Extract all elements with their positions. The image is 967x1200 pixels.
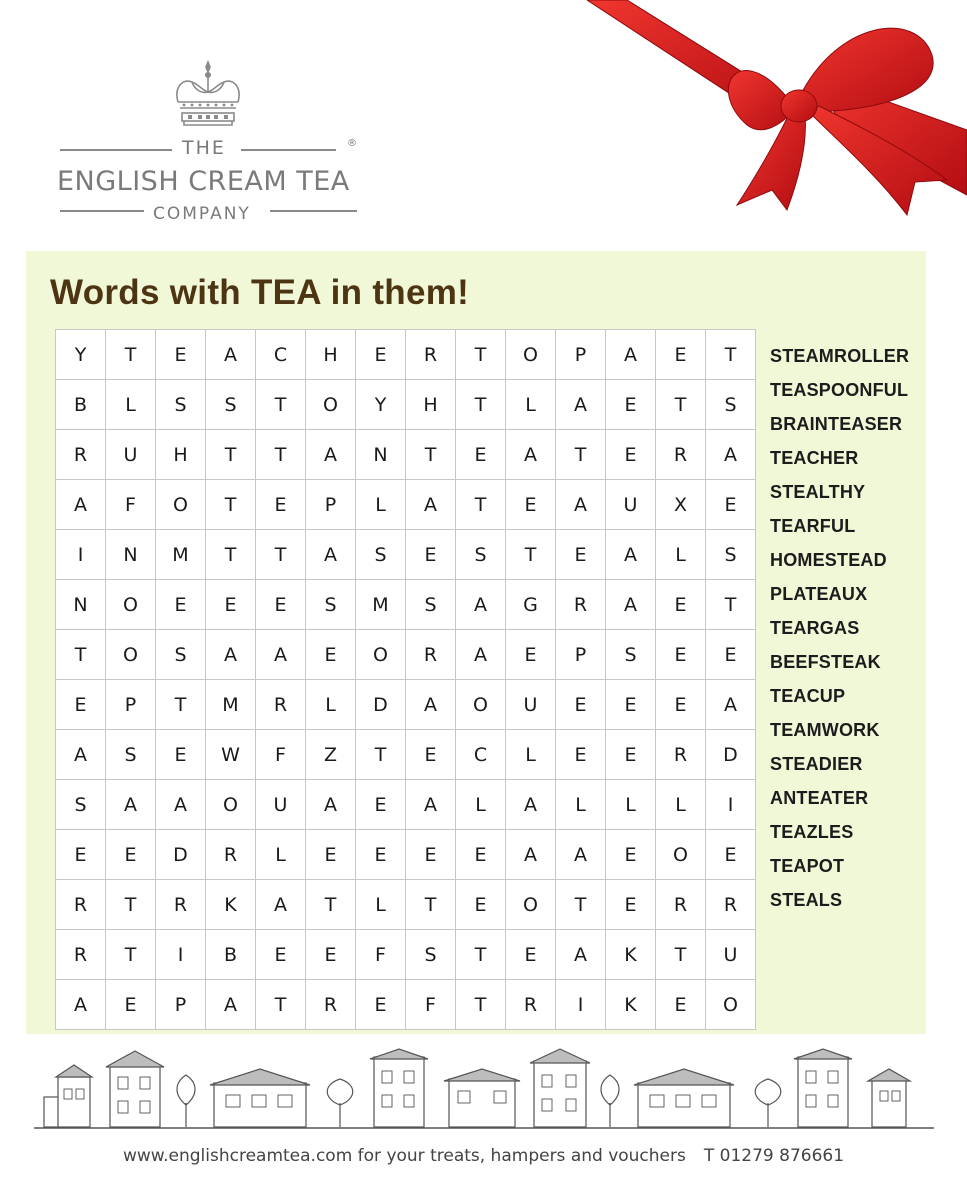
grid-cell[interactable]: E: [606, 380, 656, 430]
word-list-item: TEAPOT: [770, 856, 845, 876]
grid-cell[interactable]: E: [306, 630, 356, 680]
grid-cell[interactable]: N: [106, 530, 156, 580]
grid-cell[interactable]: S: [606, 630, 656, 680]
grid-cell[interactable]: R: [56, 930, 106, 980]
grid-cell[interactable]: E: [406, 730, 456, 780]
grid-cell[interactable]: L: [506, 730, 556, 780]
grid-cell[interactable]: E: [256, 580, 306, 630]
grid-cell[interactable]: O: [506, 330, 556, 380]
grid-cell[interactable]: F: [406, 980, 456, 1030]
word-list-item: PLATEAUX: [770, 584, 868, 604]
grid-cell[interactable]: E: [356, 780, 406, 830]
grid-cell[interactable]: B: [206, 930, 256, 980]
grid-cell[interactable]: E: [706, 480, 756, 530]
grid-cell[interactable]: E: [606, 830, 656, 880]
grid-cell[interactable]: S: [356, 530, 406, 580]
grid-cell[interactable]: A: [556, 830, 606, 880]
ribbon-bow-icon: [587, 0, 967, 220]
grid-cell[interactable]: T: [106, 330, 156, 380]
grid-cell[interactable]: E: [406, 830, 456, 880]
grid-cell[interactable]: K: [206, 880, 256, 930]
grid-cell[interactable]: T: [256, 980, 306, 1030]
grid-cell[interactable]: A: [556, 480, 606, 530]
grid-cell[interactable]: I: [706, 780, 756, 830]
grid-cell[interactable]: K: [606, 980, 656, 1030]
grid-cell[interactable]: E: [656, 580, 706, 630]
grid-cell[interactable]: T: [106, 930, 156, 980]
grid-cell[interactable]: A: [406, 780, 456, 830]
grid-cell[interactable]: Z: [306, 730, 356, 780]
grid-cell[interactable]: T: [456, 980, 506, 1030]
grid-cell[interactable]: H: [156, 430, 206, 480]
grid-cell[interactable]: S: [456, 530, 506, 580]
grid-cell[interactable]: E: [606, 680, 656, 730]
grid-cell[interactable]: E: [656, 630, 706, 680]
grid-cell[interactable]: E: [356, 330, 406, 380]
grid-cell[interactable]: H: [406, 380, 456, 430]
footer-website[interactable]: www.englishcreamtea.com for your treats, hampers and vouchers: [122, 1146, 686, 1166]
grid-cell[interactable]: P: [556, 330, 606, 380]
grid-cell[interactable]: E: [656, 330, 706, 380]
word-list-item: BEEFSTEAK: [770, 652, 881, 672]
grid-cell[interactable]: T: [656, 380, 706, 430]
grid-cell[interactable]: A: [256, 630, 306, 680]
grid-cell[interactable]: U: [256, 780, 306, 830]
grid-cell[interactable]: S: [706, 530, 756, 580]
grid-cell[interactable]: S: [106, 730, 156, 780]
grid-cell[interactable]: R: [656, 730, 706, 780]
grid-cell[interactable]: O: [706, 980, 756, 1030]
grid-cell[interactable]: E: [506, 930, 556, 980]
grid-cell[interactable]: E: [56, 680, 106, 730]
grid-cell[interactable]: A: [556, 380, 606, 430]
grid-cell[interactable]: R: [656, 430, 706, 480]
word-list-item: STEAMROLLER: [770, 346, 910, 366]
grid-cell[interactable]: R: [206, 830, 256, 880]
logo-rule-right-bottom: [270, 210, 357, 212]
grid-cell[interactable]: E: [156, 730, 206, 780]
word-list: [770, 345, 909, 923]
grid-cell[interactable]: T: [356, 730, 406, 780]
company-logo: [55, 58, 360, 230]
logo-brand-name: ENGLISH CREAM TEA: [57, 166, 350, 197]
grid-cell[interactable]: A: [206, 330, 256, 380]
grid-cell[interactable]: A: [456, 630, 506, 680]
grid-cell[interactable]: U: [606, 480, 656, 530]
grid-cell[interactable]: E: [556, 680, 606, 730]
grid-cell[interactable]: E: [556, 730, 606, 780]
grid-cell[interactable]: A: [406, 480, 456, 530]
grid-cell[interactable]: I: [556, 980, 606, 1030]
word-list-item: TEAZLES: [770, 822, 854, 842]
grid-cell[interactable]: T: [256, 430, 306, 480]
grid-cell[interactable]: E: [406, 530, 456, 580]
grid-cell[interactable]: T: [656, 930, 706, 980]
grid-cell[interactable]: A: [306, 530, 356, 580]
grid-cell[interactable]: L: [356, 880, 406, 930]
grid-cell[interactable]: R: [706, 880, 756, 930]
grid-cell[interactable]: I: [56, 530, 106, 580]
grid-cell[interactable]: K: [606, 930, 656, 980]
grid-cell[interactable]: A: [406, 680, 456, 730]
grid-cell[interactable]: A: [156, 780, 206, 830]
grid-cell[interactable]: E: [156, 580, 206, 630]
grid-cell[interactable]: M: [356, 580, 406, 630]
grid-cell[interactable]: A: [556, 930, 606, 980]
grid-cell[interactable]: F: [256, 730, 306, 780]
grid-cell[interactable]: E: [456, 430, 506, 480]
grid-cell[interactable]: O: [506, 880, 556, 930]
grid-cell[interactable]: C: [256, 330, 306, 380]
grid-cell[interactable]: T: [456, 380, 506, 430]
word-list-item: STEALTHY: [770, 482, 866, 502]
grid-cell[interactable]: M: [206, 680, 256, 730]
word-list-item: TEARFUL: [770, 516, 856, 536]
grid-cell[interactable]: O: [106, 630, 156, 680]
word-list-item: TEAMWORK: [770, 720, 880, 740]
grid-cell[interactable]: O: [306, 380, 356, 430]
grid-cell[interactable]: R: [156, 880, 206, 930]
grid-cell[interactable]: L: [506, 380, 556, 430]
grid-cell[interactable]: E: [306, 830, 356, 880]
grid-cell[interactable]: E: [56, 830, 106, 880]
grid-cell[interactable]: E: [656, 980, 706, 1030]
grid-cell[interactable]: S: [206, 380, 256, 430]
grid-cell[interactable]: R: [506, 980, 556, 1030]
word-list-item: ANTEATER: [770, 788, 869, 808]
grid-cell[interactable]: L: [456, 780, 506, 830]
grid-cell[interactable]: E: [606, 730, 656, 780]
grid-cell[interactable]: T: [306, 880, 356, 930]
grid-cell[interactable]: T: [256, 380, 306, 430]
grid-cell[interactable]: T: [406, 430, 456, 480]
grid-cell[interactable]: L: [106, 380, 156, 430]
grid-cell[interactable]: L: [606, 780, 656, 830]
grid-cell[interactable]: H: [306, 330, 356, 380]
grid-cell[interactable]: R: [56, 880, 106, 930]
grid-cell[interactable]: O: [156, 480, 206, 530]
grid-cell[interactable]: F: [106, 480, 156, 530]
grid-cell[interactable]: A: [606, 330, 656, 380]
grid-cell[interactable]: W: [206, 730, 256, 780]
grid-cell[interactable]: E: [206, 580, 256, 630]
grid-cell[interactable]: R: [556, 580, 606, 630]
grid-cell[interactable]: L: [256, 830, 306, 880]
grid-cell[interactable]: D: [706, 730, 756, 780]
grid-cell[interactable]: U: [506, 680, 556, 730]
grid-cell[interactable]: A: [106, 780, 156, 830]
grid-cell[interactable]: D: [156, 830, 206, 880]
grid-cell[interactable]: O: [656, 830, 706, 880]
grid-cell[interactable]: G: [506, 580, 556, 630]
grid-cell[interactable]: R: [406, 330, 456, 380]
grid-cell[interactable]: A: [306, 780, 356, 830]
grid-cell[interactable]: U: [106, 430, 156, 480]
grid-cell[interactable]: L: [306, 680, 356, 730]
grid-cell[interactable]: O: [456, 680, 506, 730]
word-list-item: TEACUP: [770, 686, 846, 706]
grid-cell[interactable]: O: [356, 630, 406, 680]
grid-cell[interactable]: Y: [356, 380, 406, 430]
grid-cell[interactable]: L: [556, 780, 606, 830]
grid-cell[interactable]: A: [506, 830, 556, 880]
grid-cell[interactable]: T: [206, 430, 256, 480]
grid-cell[interactable]: T: [206, 480, 256, 530]
grid-cell[interactable]: L: [356, 480, 406, 530]
word-list-item: STEALS: [770, 890, 843, 910]
logo-company: COMPANY: [153, 204, 251, 224]
grid-cell[interactable]: R: [256, 680, 306, 730]
grid-cell[interactable]: A: [56, 730, 106, 780]
registered-mark: ®: [347, 138, 357, 149]
grid-cell[interactable]: P: [306, 480, 356, 530]
word-list-item: TEARGAS: [770, 618, 860, 638]
grid-cell[interactable]: E: [256, 930, 306, 980]
grid-cell[interactable]: S: [406, 930, 456, 980]
grid-cell[interactable]: S: [706, 380, 756, 430]
grid-cell[interactable]: T: [256, 530, 306, 580]
grid-cell[interactable]: U: [706, 930, 756, 980]
grid-cell[interactable]: L: [656, 530, 706, 580]
grid-cell[interactable]: T: [156, 680, 206, 730]
grid-cell[interactable]: S: [306, 580, 356, 630]
grid-cell[interactable]: A: [606, 530, 656, 580]
grid-cell[interactable]: T: [206, 530, 256, 580]
grid-cell[interactable]: E: [456, 880, 506, 930]
grid-cell[interactable]: E: [106, 830, 156, 880]
grid-cell[interactable]: A: [56, 980, 106, 1030]
grid-cell[interactable]: P: [156, 980, 206, 1030]
grid-cell[interactable]: E: [506, 480, 556, 530]
grid-cell[interactable]: T: [706, 580, 756, 630]
grid-cell[interactable]: E: [606, 880, 656, 930]
grid-cell[interactable]: R: [56, 430, 106, 480]
grid-cell[interactable]: E: [706, 830, 756, 880]
footer: [0, 1146, 967, 1166]
word-list-item: TEACHER: [770, 448, 859, 468]
grid-cell[interactable]: E: [456, 830, 506, 880]
grid-cell[interactable]: C: [456, 730, 506, 780]
grid-cell[interactable]: A: [706, 430, 756, 480]
grid-cell[interactable]: M: [156, 530, 206, 580]
grid-cell[interactable]: O: [106, 580, 156, 630]
grid-cell[interactable]: Y: [56, 330, 106, 380]
grid-cell[interactable]: E: [106, 980, 156, 1030]
grid-cell[interactable]: E: [606, 430, 656, 480]
crown-icon: [170, 58, 246, 130]
grid-cell[interactable]: S: [406, 580, 456, 630]
grid-cell[interactable]: E: [506, 630, 556, 680]
grid-cell[interactable]: I: [156, 930, 206, 980]
grid-cell[interactable]: T: [106, 880, 156, 930]
grid-cell[interactable]: N: [56, 580, 106, 630]
grid-cell[interactable]: A: [256, 880, 306, 930]
grid-cell[interactable]: B: [56, 380, 106, 430]
puzzle-title: Words with TEA in them!: [50, 273, 470, 312]
grid-cell[interactable]: O: [206, 780, 256, 830]
grid-cell[interactable]: P: [106, 680, 156, 730]
grid-cell[interactable]: A: [606, 580, 656, 630]
grid-cell[interactable]: F: [356, 930, 406, 980]
grid-cell[interactable]: R: [656, 880, 706, 930]
grid-cell[interactable]: L: [656, 780, 706, 830]
grid-cell[interactable]: T: [706, 330, 756, 380]
word-list-item: TEASPOONFUL: [770, 380, 909, 400]
grid-cell[interactable]: T: [556, 880, 606, 930]
grid-cell[interactable]: A: [506, 780, 556, 830]
logo-rule-left-bottom: [60, 210, 144, 212]
word-search-grid: [55, 329, 756, 1030]
word-list-item: BRAINTEASER: [770, 414, 903, 434]
grid-cell[interactable]: P: [556, 630, 606, 680]
grid-cell[interactable]: E: [356, 830, 406, 880]
grid-cell[interactable]: A: [206, 980, 256, 1030]
grid-cell[interactable]: S: [156, 380, 206, 430]
grid-cell[interactable]: T: [556, 430, 606, 480]
grid-cell[interactable]: R: [306, 980, 356, 1030]
grid-cell[interactable]: D: [356, 680, 406, 730]
grid-cell[interactable]: S: [156, 630, 206, 680]
grid-cell[interactable]: A: [56, 480, 106, 530]
grid-cell[interactable]: E: [306, 930, 356, 980]
grid-cell[interactable]: A: [206, 630, 256, 680]
grid-cell[interactable]: X: [656, 480, 706, 530]
footer-phone: T 01279 876661: [703, 1146, 845, 1166]
logo-rule-left-top: [60, 149, 172, 151]
grid-cell[interactable]: E: [656, 680, 706, 730]
logo-the: THE: [182, 137, 226, 159]
word-list-item: STEADIER: [770, 754, 863, 774]
grid-cell[interactable]: T: [456, 930, 506, 980]
word-list-item: HOMESTEAD: [770, 550, 887, 570]
puzzle-panel: [26, 251, 926, 1034]
logo-rule-right-top: [241, 149, 336, 151]
grid-cell[interactable]: R: [406, 630, 456, 680]
grid-cell[interactable]: T: [506, 530, 556, 580]
grid-cell[interactable]: A: [706, 680, 756, 730]
grid-cell[interactable]: T: [56, 630, 106, 680]
street-houses-illustration: [34, 1045, 934, 1135]
grid-cell[interactable]: E: [706, 630, 756, 680]
grid-cell[interactable]: T: [406, 880, 456, 930]
grid-cell[interactable]: S: [56, 780, 106, 830]
grid-cell[interactable]: A: [506, 430, 556, 480]
grid-cell[interactable]: E: [556, 530, 606, 580]
grid-cell[interactable]: E: [356, 980, 406, 1030]
grid-cell[interactable]: E: [256, 480, 306, 530]
grid-cell[interactable]: E: [156, 330, 206, 380]
grid-cell[interactable]: T: [456, 480, 506, 530]
grid-cell[interactable]: N: [356, 430, 406, 480]
grid-cell[interactable]: A: [306, 430, 356, 480]
grid-cell[interactable]: T: [456, 330, 506, 380]
grid-cell[interactable]: A: [456, 580, 506, 630]
